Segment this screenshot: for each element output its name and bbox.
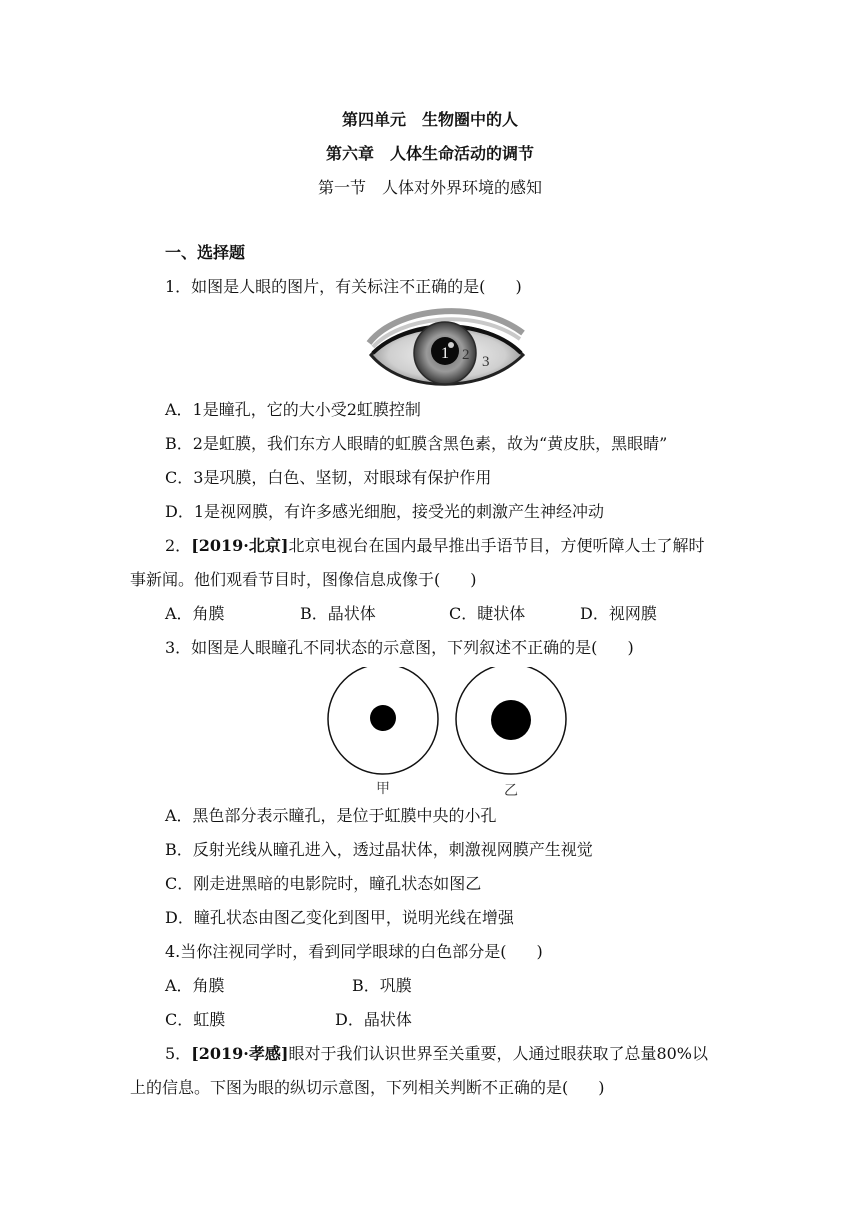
question-5-text-2: 上的信息。下图为眼的纵切示意图，下列相关判断不正确的是(	[130, 1078, 569, 1097]
question-5-text-1: 眼对于我们认识世界至关重要，人通过眼获取了总量80%以	[288, 1044, 709, 1063]
q2-option-d: D．视网膜	[580, 604, 657, 623]
label-jia: 甲	[376, 781, 390, 797]
chapter-title: 第六章 人体生命活动的调节	[325, 144, 534, 163]
question-5-line-1	[165, 1044, 708, 1064]
label-yi: 乙	[504, 783, 518, 799]
q2-option-b: B．晶状体	[300, 604, 376, 623]
q4-option-d: D．晶状体	[335, 1010, 412, 1029]
question-1-stem: 1．如图是人眼的图片，有关标注不正确的是(	[165, 277, 486, 296]
eye-label-1: 1	[441, 345, 449, 362]
q1-option-b: B．2是虹膜，我们东方人眼睛的虹膜含黑色素，故为“黄皮肤，黑眼睛”	[165, 434, 668, 453]
question-3	[165, 638, 634, 658]
q1-option-d: D．1是视网膜，有许多感光细胞，接受光的刺激产生神经冲动	[165, 502, 605, 521]
q1-option-c: C．3是巩膜，白色、坚韧，对眼球有保护作用	[165, 468, 492, 487]
question-4-close: )	[536, 942, 543, 961]
pupil-states-figure	[325, 667, 570, 802]
question-5-line-2	[130, 1078, 605, 1098]
unit-title: 第四单元 生物圈中的人	[341, 110, 518, 129]
question-2-close: )	[470, 570, 477, 589]
question-3-stem: 3．如图是人眼瞳孔不同状态的示意图，下列叙述不正确的是(	[165, 638, 598, 657]
question-5-number: 5．	[165, 1044, 192, 1063]
question-2-number: 2．	[165, 536, 192, 555]
q3-option-c: C．刚走进黑暗的电影院时，瞳孔状态如图乙	[165, 874, 482, 893]
question-2-text-1: 北京电视台在国内最早推出手语节目，方便听障人士了解时	[288, 536, 705, 555]
q3-option-b: B．反射光线从瞳孔进入，透过晶状体，刺激视网膜产生视觉	[165, 840, 593, 859]
question-5-close: )	[598, 1078, 605, 1097]
question-5-source: [2019·孝感]	[191, 1044, 289, 1063]
q4-option-c: C．虹膜	[165, 1010, 226, 1029]
section-title: 第一节 人体对外界环境的感知	[317, 178, 542, 197]
q3-option-a: A．黑色部分表示瞳孔，是位于虹膜中央的小孔	[165, 806, 497, 825]
q2-option-a: A．角膜	[165, 604, 225, 623]
question-3-close: )	[627, 638, 634, 657]
question-4	[165, 942, 543, 962]
pupil-jia	[370, 705, 396, 731]
question-2-source: [2019·北京]	[191, 536, 289, 555]
eye-label-2: 2	[462, 347, 470, 363]
question-2-line-2	[130, 570, 477, 590]
question-4-stem: 4.当你注视同学时，看到同学眼球的白色部分是(	[165, 942, 507, 961]
q4-option-b: B．巩膜	[352, 976, 412, 995]
eye-label-3: 3	[482, 354, 490, 370]
question-1	[165, 277, 522, 297]
q4-option-a: A．角膜	[165, 976, 225, 995]
question-2-line-1	[165, 536, 704, 556]
pupil-yi	[491, 700, 531, 740]
question-1-close: )	[515, 277, 522, 296]
eye-figure	[365, 303, 528, 396]
question-2-text-2: 事新闻。他们观看节目时，图像信息成像于(	[130, 570, 441, 589]
q3-option-d: D．瞳孔状态由图乙变化到图甲，说明光线在增强	[165, 908, 514, 927]
part-title: 一、选择题	[165, 243, 246, 262]
q2-option-c: C．睫状体	[449, 604, 526, 623]
q1-option-a: A．1是瞳孔，它的大小受2虹膜控制	[165, 400, 421, 419]
